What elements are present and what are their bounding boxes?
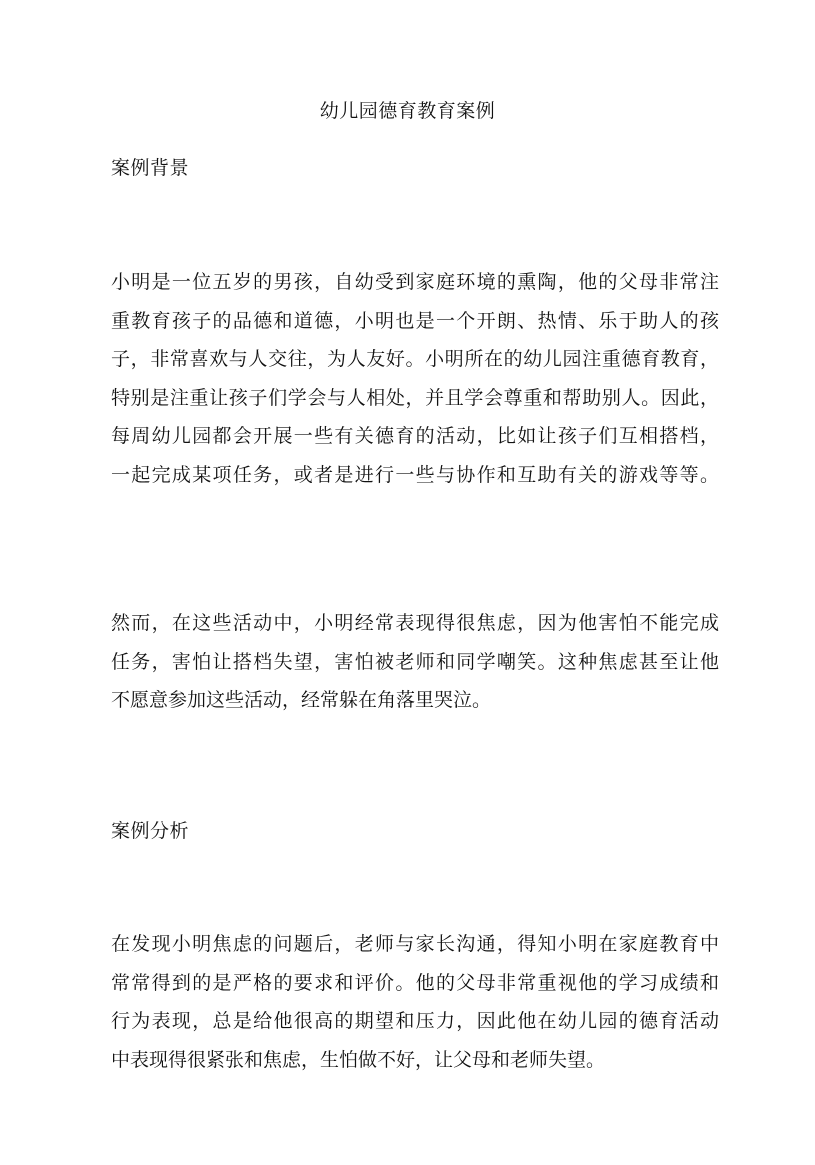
- text-line: 任务，害怕让搭档失望，害怕被老师和同学嘲笑。这种焦虑甚至让他: [111, 650, 719, 673]
- text-line: 然而，在这些活动中，小明经常表现得很焦虑，因为他害怕不能完成: [111, 612, 719, 634]
- section-heading-background: 案例背景: [111, 157, 190, 179]
- paragraph-background-2: [111, 604, 719, 720]
- text-line: 一起完成某项任务，或者是进行一些与协作和互助有关的游戏等等。: [111, 463, 719, 486]
- text-line: 行为表现，总是给他很高的期望和压力，因此他在幼儿园的德育活动: [111, 1010, 719, 1032]
- text-line: 不愿意参加这些活动，经常躲在角落里哭泣。: [111, 689, 492, 711]
- text-line: 子，非常喜欢与人交往，为人友好。小明所在的幼儿园注重德育教育，: [111, 348, 719, 370]
- text-line: 特别是注重让孩子们学会与人相处，并且学会尊重和帮助别人。因此，: [111, 386, 719, 409]
- text-line: 小明是一位五岁的男孩，自幼受到家庭环境的熏陶，他的父母非常注: [111, 271, 719, 293]
- document-title: 幼儿园德育教育案例: [319, 100, 496, 122]
- text-line: 中表现得很紧张和焦虑，生怕做不好，让父母和老师失望。: [111, 1048, 606, 1071]
- text-line: 每周幼儿园都会开展一些有关德育的活动，比如让孩子们互相搭档，: [111, 425, 719, 447]
- section-heading-analysis: 案例分析: [111, 820, 190, 842]
- text-line: 重教育孩子的品德和道德，小明也是一个开朗、热情、乐于助人的孩: [111, 309, 719, 332]
- paragraph-analysis-1: [111, 925, 719, 1079]
- text-line: 常常得到的是严格的要求和评价。他的父母非常重视他的学习成绩和: [111, 971, 719, 994]
- paragraph-background-1: [111, 263, 719, 494]
- text-line: 在发现小明焦虑的问题后，老师与家长沟通，得知小明在家庭教育中: [111, 933, 719, 955]
